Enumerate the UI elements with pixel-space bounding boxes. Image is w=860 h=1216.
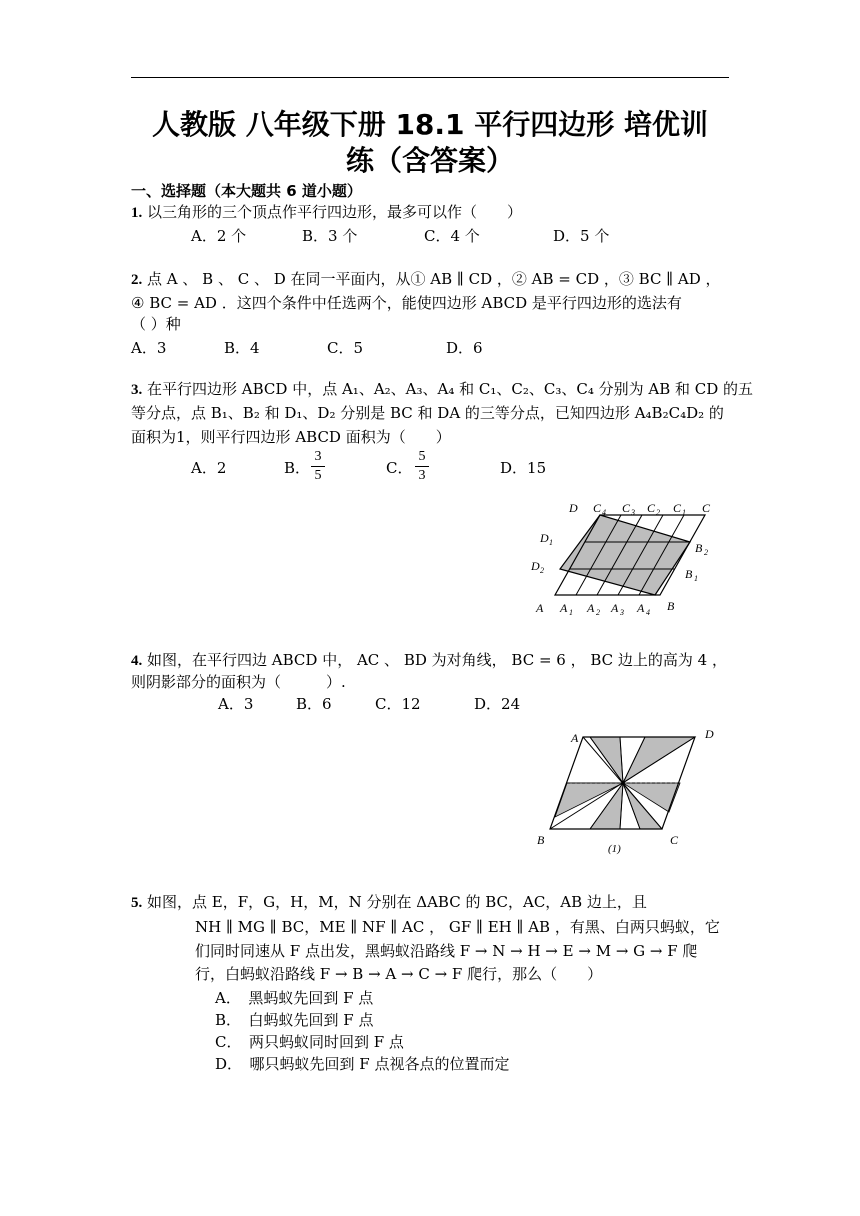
q2-text-line1: 点 A 、 B 、 C 、 D 在同一平面内，从① AB ∥ CD ，② AB = CD ，③ BC ∥ AD ，: [147, 270, 721, 288]
q5-line1: [131, 892, 647, 913]
q4-text-line2: 则阴影部分的面积为（ ）.: [131, 673, 346, 691]
q3-label-d1-sub: 1: [549, 538, 553, 547]
q3-label-c2-sub: 2: [656, 508, 660, 517]
section-heading: 一、选择题（本大题共 6 道小题）: [131, 182, 362, 200]
q3-label-a3-sub: 3: [620, 608, 624, 617]
q4-option-b: B．6: [296, 695, 332, 713]
q1-option-a: A．2 个: [191, 227, 247, 245]
q2-number: 2.: [131, 272, 143, 288]
q4-figure: [525, 722, 725, 857]
q2-option-c: C．5: [327, 339, 364, 357]
q3-label-a2: A: [587, 601, 595, 615]
q3-label-c1-sub: 1: [682, 508, 686, 517]
q3-label-c3-sub: 3: [631, 508, 635, 517]
q3-line1: [131, 379, 753, 400]
q3-option-b: B．: [284, 459, 311, 477]
q1-option-d: D．5 个: [553, 227, 610, 245]
q3-label-c3: C: [622, 501, 631, 515]
q3-label-c2: C: [647, 501, 656, 515]
q3-option-b-fraction: [311, 449, 325, 484]
q2-line1: [131, 269, 721, 290]
q5-option-a: A． 黑蚂蚁先回到 F 点: [215, 989, 374, 1007]
q3-label-a4: A: [637, 601, 645, 615]
q3-label-b: B: [667, 599, 675, 613]
q3-option-c-fraction: [415, 449, 429, 484]
q4-label-b: B: [537, 833, 545, 847]
q3-label-b2-sub: 2: [704, 548, 708, 557]
q4-figure-caption: (1): [608, 843, 621, 855]
q3-label-d: D: [569, 501, 578, 515]
q3-option-b-denominator: 5: [314, 468, 322, 483]
q5-number: 5.: [131, 895, 143, 911]
q2-text-line3: （ ）种: [131, 315, 181, 333]
q3-option-c: C．: [386, 459, 413, 477]
q3-label-b2: B: [695, 541, 703, 555]
q3-label-a: A: [536, 601, 544, 615]
q5-option-b: B． 白蚂蚁先回到 F 点: [215, 1011, 374, 1029]
q2-option-d: D．6: [446, 339, 483, 357]
q1-option-c: C．4 个: [424, 227, 480, 245]
q3-option-b-numerator: 3: [314, 449, 322, 464]
q3-label-b1-sub: 1: [694, 574, 698, 583]
q3-label-d1: D: [540, 531, 549, 545]
q4-option-a: A．3: [218, 695, 254, 713]
q1-number: 1.: [131, 205, 143, 221]
q4-option-d: D．24: [474, 695, 521, 713]
q3-figure: [525, 500, 725, 625]
q3-number: 3.: [131, 382, 143, 398]
q5-text-line2: NH ∥ MG ∥ BC，ME ∥ NF ∥ AC ， GF ∥ EH ∥ AB ，有黑、白两只蚂蚁，它: [195, 918, 720, 936]
page-title-line2: 练（含答案）: [345, 144, 514, 177]
q4-option-c: C．12: [375, 695, 421, 713]
q3-option-d: D．15: [500, 459, 547, 477]
q5-text-line3: 们同时同速从 F 点出发，黑蚂蚁沿路线 F → N → H → E → M → G → F 爬: [195, 942, 698, 960]
q5-option-c: C． 两只蚂蚁同时回到 F 点: [215, 1033, 404, 1051]
q3-label-a3: A: [611, 601, 619, 615]
header-rule: [131, 77, 729, 78]
q5-option-d: D． 哪只蚂蚁先回到 F 点视各点的位置而定: [215, 1055, 510, 1073]
q3-label-d2: D: [531, 559, 540, 573]
q3-option-a: A．2: [191, 459, 227, 477]
q4-label-a: A: [571, 731, 579, 745]
q5-text-line1: 如图，点 E，F，G，H，M，N 分别在 ΔABC 的 BC，AC，AB 边上，且: [147, 893, 647, 911]
q3-label-c4: C: [593, 501, 602, 515]
q3-option-c-denominator: 3: [418, 468, 426, 483]
q5-text-line4: 行，白蚂蚁沿路线 F → B → A → C → F 爬行，那么（ ）: [195, 965, 603, 983]
q2-option-a: A．3: [131, 339, 167, 357]
q1-option-b: B．3 个: [302, 227, 358, 245]
q3-text-line1: 在平行四边形 ABCD 中，点 A₁、A₂、A₃、A₄ 和 C₁、C₂、C₃、C₄ 分别为 AB 和 CD 的五: [147, 380, 754, 398]
q4-label-d: D: [705, 727, 714, 741]
q4-line1: [131, 650, 727, 671]
q4-number: 4.: [131, 653, 143, 669]
q3-label-c: C: [702, 501, 711, 515]
q3-label-a4-sub: 4: [646, 608, 650, 617]
q3-text-line3: 面积为1，则平行四边形 ABCD 面积为（ ）: [131, 428, 451, 446]
q3-label-a2-sub: 2: [596, 608, 600, 617]
q2-option-b: B．4: [224, 339, 260, 357]
q3-option-c-numerator: 5: [418, 449, 426, 464]
q3-label-a1-sub: 1: [569, 608, 573, 617]
q3-label-c4-sub: 4: [602, 508, 606, 517]
q3-label-d2-sub: 2: [540, 566, 544, 575]
q3-label-a1: A: [560, 601, 568, 615]
q1-stem: [131, 202, 522, 223]
q3-label-c1: C: [673, 501, 682, 515]
page-title-line1: 人教版 八年级下册 18.1 平行四边形 培优训: [151, 108, 709, 141]
q3-label-b1: B: [685, 567, 693, 581]
q4-text-line1: 如图，在平行四边 ABCD 中， AC 、 BD 为对角线， BC = 6 ， BC 边上的高为 4 ，: [147, 651, 727, 669]
q4-label-c: C: [670, 833, 679, 847]
q1-text: 以三角形的三个顶点作平行四边形，最多可以作（ ）: [147, 203, 523, 221]
q3-text-line2: 等分点，点 B₁、B₂ 和 D₁、D₂ 分别是 BC 和 DA 的三等分点，已知四边形 A₄B₂C₄D₂ 的: [131, 404, 724, 422]
q2-text-line2: ④ BC = AD ．这四个条件中任选两个，能使四边形 ABCD 是平行四边形的选法有: [131, 294, 682, 312]
